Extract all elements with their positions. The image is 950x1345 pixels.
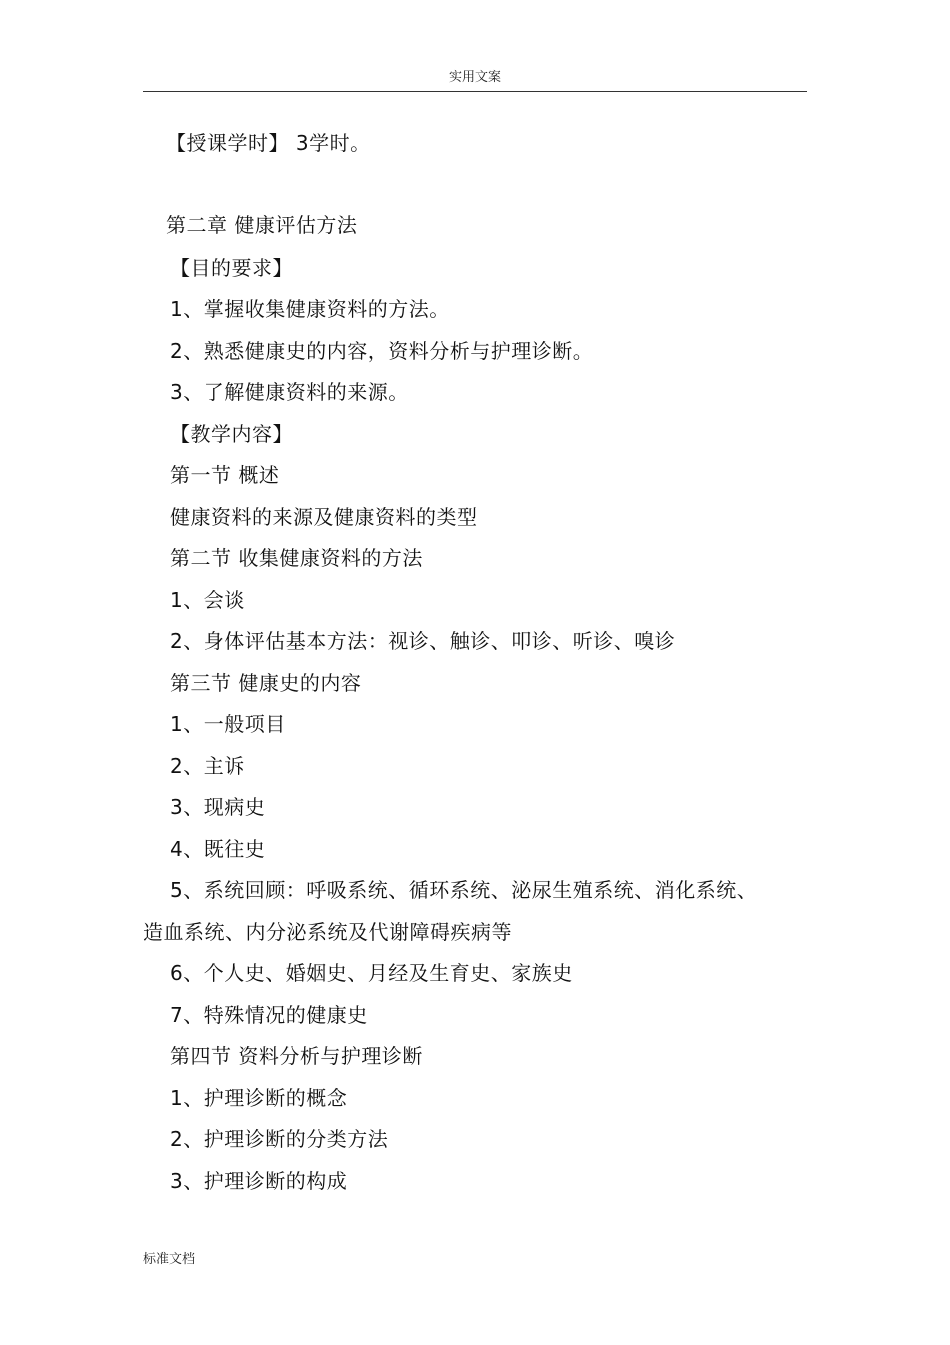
list-item: 3、护理诊断的构成	[170, 1169, 348, 1193]
page-header: 实用文案	[448, 70, 501, 85]
list-item: 2、主诉	[170, 754, 245, 778]
header-divider	[143, 91, 807, 92]
list-item: 5、系统回顾：呼吸系统、循环系统、泌尿生殖系统、消化系统、	[170, 878, 758, 902]
objectives-heading: 【目的要求】	[170, 256, 293, 280]
list-item: 6、个人史、婚姻史、月经及生育史、家族史	[170, 961, 573, 985]
chapter-title: 第二章 健康评估方法	[166, 213, 358, 237]
teaching-heading: 【教学内容】	[170, 422, 293, 446]
page-footer: 标准文档	[143, 1252, 196, 1267]
section-title: 第一节 概述	[170, 463, 280, 487]
objective-item: 2、熟悉健康史的内容，资料分析与护理诊断。	[170, 339, 594, 363]
section-title: 第二节 收集健康资料的方法	[170, 546, 423, 570]
list-item: 2、身体评估基本方法：视诊、触诊、叩诊、听诊、嗅诊	[170, 629, 676, 653]
section-title: 第四节 资料分析与护理诊断	[170, 1044, 423, 1068]
teaching-hours: 【授课学时】 3学时。	[166, 131, 371, 155]
list-item: 1、护理诊断的概念	[170, 1086, 348, 1110]
list-item: 1、会谈	[170, 588, 245, 612]
list-item: 2、护理诊断的分类方法	[170, 1127, 389, 1151]
objective-item: 1、掌握收集健康资料的方法。	[170, 297, 450, 321]
list-item: 4、既往史	[170, 837, 266, 861]
section-title: 第三节 健康史的内容	[170, 671, 362, 695]
objective-item: 3、了解健康资料的来源。	[170, 380, 409, 404]
list-item-continuation: 造血系统、内分泌系统及代谢障碍疾病等	[143, 920, 512, 944]
list-item: 3、现病史	[170, 795, 266, 819]
section-text: 健康资料的来源及健康资料的类型	[170, 505, 478, 529]
list-item: 7、特殊情况的健康史	[170, 1003, 368, 1027]
list-item: 1、一般项目	[170, 712, 286, 736]
